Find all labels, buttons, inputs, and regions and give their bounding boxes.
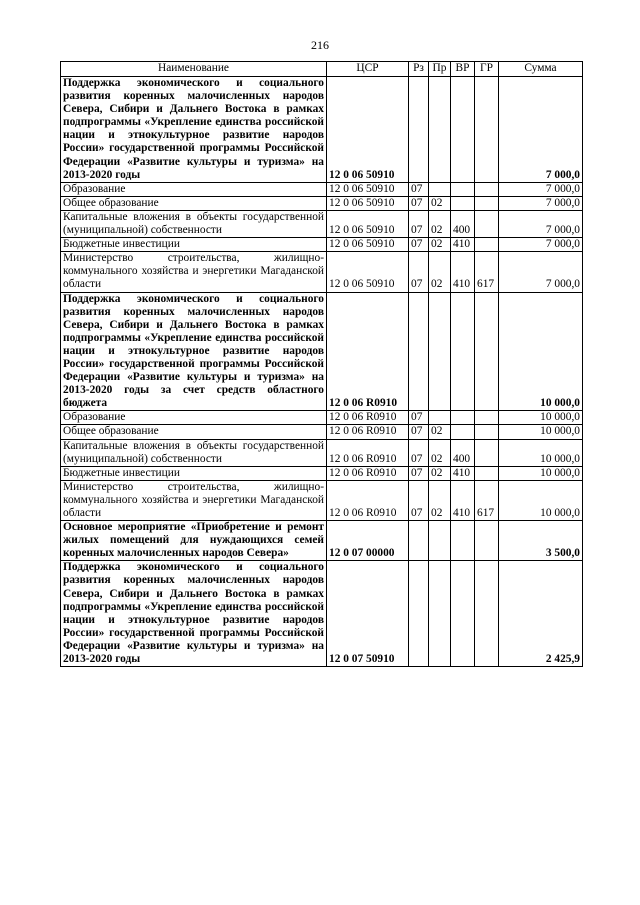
cell-vr [451,182,475,196]
cell-csr: 12 0 06 R0910 [327,466,409,480]
cell-gr [475,77,499,183]
table-row [61,480,583,520]
budget-table [60,61,583,667]
cell-pr [429,292,451,411]
cell-rz [409,561,429,667]
cell-name: Бюджетные инвестиции [61,466,327,480]
cell-pr: 02 [429,425,451,439]
cell-sum: 7 000,0 [499,182,583,196]
cell-vr: 410 [451,238,475,252]
table-row [61,425,583,439]
cell-csr: 12 0 06 50910 [327,238,409,252]
cell-name: Капитальные вложения в объекты государственной (муниципальной) собственности [61,439,327,466]
header-gr: ГР [475,62,499,77]
cell-rz: 07 [409,425,429,439]
cell-vr [451,521,475,561]
cell-sum: 7 000,0 [499,238,583,252]
table-row [61,292,583,411]
table-body [61,77,583,667]
cell-rz [409,521,429,561]
table-row [61,521,583,561]
table-row [61,466,583,480]
cell-pr: 02 [429,439,451,466]
cell-vr [451,196,475,210]
cell-pr: 02 [429,196,451,210]
cell-csr: 12 0 06 R0910 [327,425,409,439]
cell-csr: 12 0 07 50910 [327,561,409,667]
cell-pr [429,182,451,196]
cell-csr: 12 0 06 50910 [327,77,409,183]
cell-pr: 02 [429,480,451,520]
header-csr: ЦСР [327,62,409,77]
cell-sum: 10 000,0 [499,425,583,439]
header-pr: Пр [429,62,451,77]
cell-pr [429,561,451,667]
cell-sum: 10 000,0 [499,411,583,425]
cell-csr: 12 0 06 50910 [327,252,409,292]
cell-name: Министерство строительства, жилищно-коммунального хозяйства и энергетики Магаданской области [61,252,327,292]
cell-vr [451,77,475,183]
table-row [61,77,583,183]
cell-rz: 07 [409,411,429,425]
table-row [61,561,583,667]
cell-sum: 10 000,0 [499,439,583,466]
cell-sum: 10 000,0 [499,480,583,520]
cell-rz: 07 [409,480,429,520]
cell-vr [451,425,475,439]
cell-rz [409,292,429,411]
cell-vr [451,292,475,411]
cell-gr [475,292,499,411]
cell-rz: 07 [409,439,429,466]
cell-pr: 02 [429,210,451,237]
cell-csr: 12 0 06 R0910 [327,292,409,411]
cell-pr [429,521,451,561]
cell-vr [451,411,475,425]
table-row [61,182,583,196]
cell-name: Образование [61,411,327,425]
cell-gr [475,439,499,466]
cell-pr: 02 [429,466,451,480]
cell-csr: 12 0 06 50910 [327,196,409,210]
cell-rz: 07 [409,238,429,252]
cell-sum: 10 000,0 [499,292,583,411]
cell-gr [475,521,499,561]
cell-sum: 2 425,9 [499,561,583,667]
cell-sum: 10 000,0 [499,466,583,480]
cell-rz: 07 [409,252,429,292]
cell-rz: 07 [409,466,429,480]
cell-rz [409,77,429,183]
cell-vr: 410 [451,480,475,520]
cell-vr: 410 [451,252,475,292]
cell-gr: 617 [475,252,499,292]
cell-vr: 400 [451,210,475,237]
table-row [61,196,583,210]
cell-vr [451,561,475,667]
page-number: 216 [311,38,329,52]
cell-csr: 12 0 06 R0910 [327,439,409,466]
cell-vr: 410 [451,466,475,480]
cell-name: Общее образование [61,425,327,439]
cell-vr: 400 [451,439,475,466]
header-rz: Рз [409,62,429,77]
cell-name: Капитальные вложения в объекты государственной (муниципальной) собственности [61,210,327,237]
cell-name: Поддержка экономического и социального развития коренных малочисленных народов Севера, Сибири и Дальнего Востока в рамках подпрограммы «Укрепление единства российской нации и этнокультурное развитие народов России» государственной программы Российской Федерации «Развитие культуры и туризма» на 2013-2020 годы [61,561,327,667]
cell-name: Бюджетные инвестиции [61,238,327,252]
cell-csr: 12 0 06 R0910 [327,411,409,425]
cell-name: Образование [61,182,327,196]
cell-gr [475,238,499,252]
cell-gr [475,411,499,425]
cell-gr [475,210,499,237]
cell-name: Поддержка экономического и социального развития коренных малочисленных народов Севера, Сибири и Дальнего Востока в рамках подпрограммы «Укрепление единства российской нации и этнокультурное развитие народов России» государственной программы Российской Федерации «Развитие культуры и туризма» на 2013-2020 годы за счет средств областного бюджета [61,292,327,411]
cell-csr: 12 0 06 50910 [327,182,409,196]
cell-name: Основное мероприятие «Приобретение и ремонт жилых помещений для нуждающихся семей коренных малочисленных народов Севера» [61,521,327,561]
cell-csr: 12 0 06 R0910 [327,480,409,520]
cell-pr [429,77,451,183]
table-header-row [61,62,583,77]
cell-gr [475,425,499,439]
table-row [61,210,583,237]
cell-sum: 7 000,0 [499,77,583,183]
cell-sum: 7 000,0 [499,196,583,210]
cell-pr: 02 [429,252,451,292]
cell-name: Общее образование [61,196,327,210]
cell-gr [475,182,499,196]
header-vr: ВР [451,62,475,77]
cell-name: Поддержка экономического и социального развития коренных малочисленных народов Севера, Сибири и Дальнего Востока в рамках подпрограммы «Укрепление единства российской нации и этнокультурное развитие народов России» государственной программы Российской Федерации «Развитие культуры и туризма» на 2013-2020 годы [61,77,327,183]
cell-rz: 07 [409,210,429,237]
cell-rz: 07 [409,196,429,210]
cell-rz: 07 [409,182,429,196]
cell-sum: 7 000,0 [499,210,583,237]
cell-gr [475,196,499,210]
cell-pr: 02 [429,238,451,252]
cell-sum: 7 000,0 [499,252,583,292]
table-row [61,411,583,425]
table-row [61,439,583,466]
cell-pr [429,411,451,425]
cell-gr [475,561,499,667]
cell-gr [475,466,499,480]
cell-csr: 12 0 07 00000 [327,521,409,561]
cell-csr: 12 0 06 50910 [327,210,409,237]
cell-gr: 617 [475,480,499,520]
header-name: Наименование [61,62,327,77]
table-row [61,252,583,292]
header-sum: Сумма [499,62,583,77]
cell-sum: 3 500,0 [499,521,583,561]
table-row [61,238,583,252]
cell-name: Министерство строительства, жилищно-коммунального хозяйства и энергетики Магаданской области [61,480,327,520]
